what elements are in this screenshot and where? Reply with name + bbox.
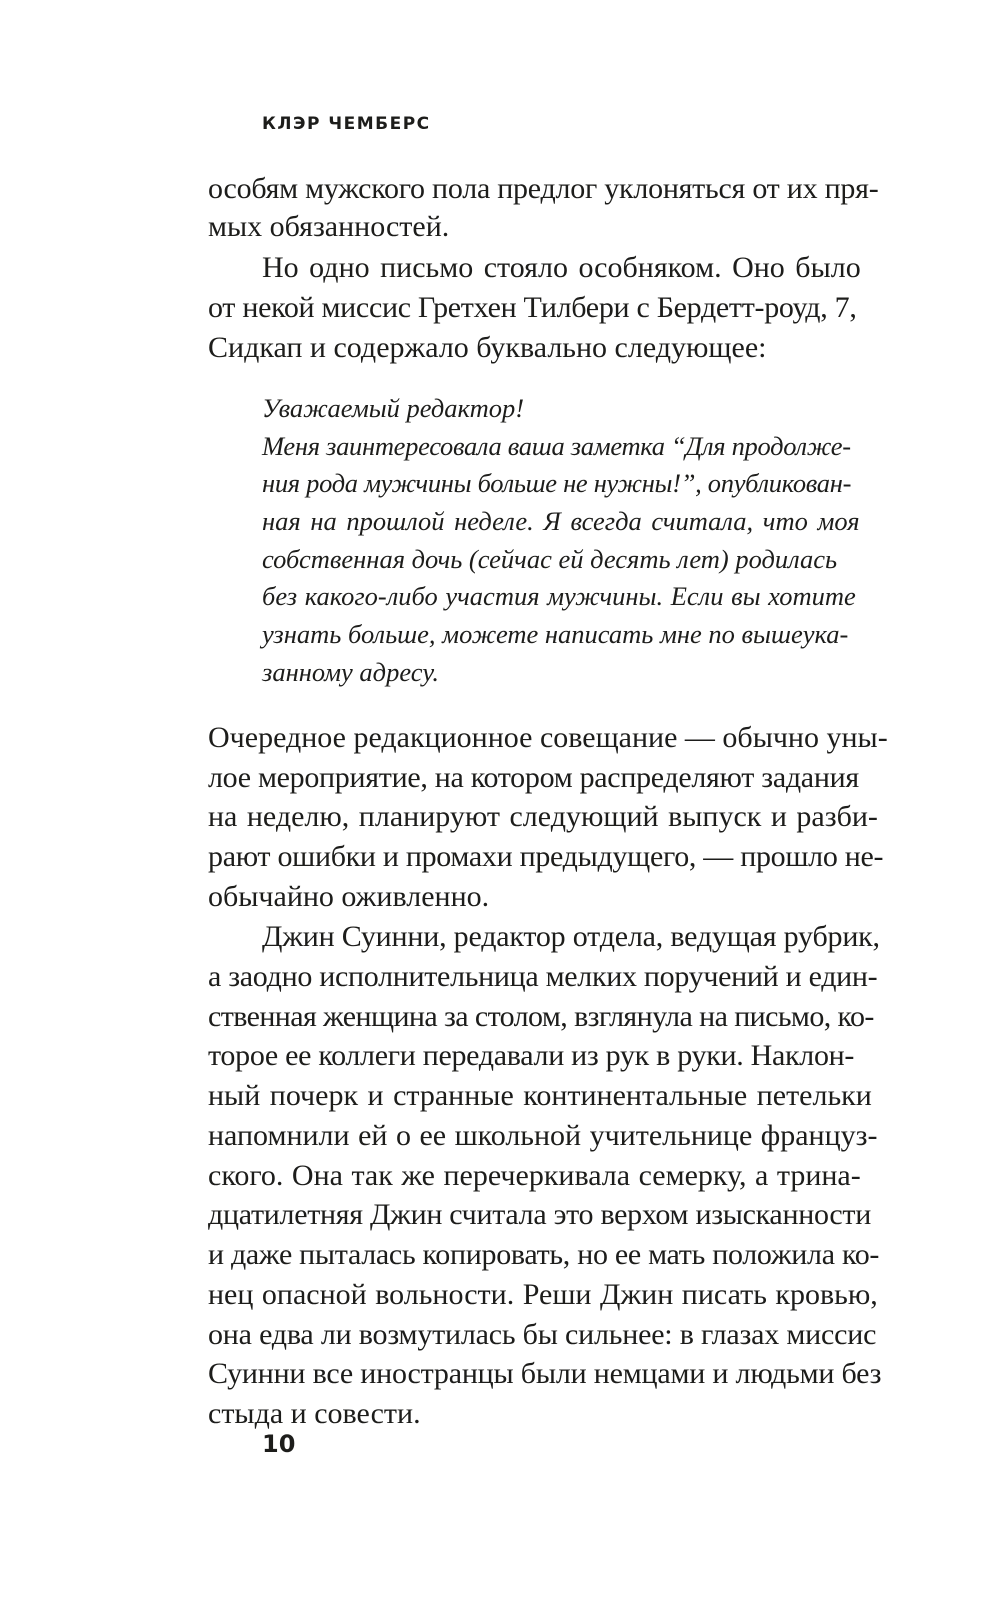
text-line: обычайно оживленно. [208, 880, 490, 913]
text-line: рают ошибки и промахи предыдущего, — прошло не- [208, 840, 884, 873]
text-line: нец опасной вольности. Реши Джин писать кровью, [208, 1278, 878, 1311]
letter-line: без какого-либо участия мужчины. Если вы хотите [262, 581, 856, 611]
text-line: стыда и совести. [208, 1397, 421, 1430]
text-line: Джин Суинни, редактор отдела, ведущая рубрик, [262, 920, 880, 953]
text-line: Сидкап и содержало буквально следующее: [208, 331, 767, 364]
letter-line: ная на прошлой неделе. Я всегда считала, что моя [262, 506, 860, 536]
letter-line: занному адресу. [262, 657, 440, 687]
letter-line: Меня заинтересовала ваша заметка “Для продолже- [262, 431, 851, 461]
letter-line: Уважаемый редактор! [262, 393, 525, 423]
text-line: напомнили ей о ее школьной учительнице француз- [208, 1119, 878, 1152]
text-line: мых обязанностей. [208, 210, 450, 243]
text-line: дцатилетняя Джин считала это верхом изысканности [208, 1198, 871, 1231]
running-head-author: КЛЭР ЧЕМБЕРС [262, 114, 431, 134]
text-line: на неделю, планируют следующий выпуск и разби- [208, 800, 878, 833]
text-line: от некой миссис Гретхен Тилбери с Бердетт-роуд, 7, [208, 291, 857, 324]
text-line: ственная женщина за столом, взглянула на письмо, ко- [208, 1000, 874, 1033]
text-line: а заодно исполнительница мелких поручений и един- [208, 960, 878, 993]
page-number: 10 [262, 1430, 296, 1458]
text-line: лое мероприятие, на котором распределяют задания [208, 761, 859, 794]
letter-line: узнать больше, можете написать мне по вышеука- [262, 619, 849, 649]
text-line: и даже пыталась копировать, но ее мать положила ко- [208, 1238, 880, 1271]
text-line: ского. Она так же перечеркивала семерку, а трина- [208, 1159, 861, 1192]
text-line: торое ее коллеги передавали из рук в руки. Наклон- [208, 1039, 855, 1072]
letter-line: ния рода мужчины больше не нужны!”, опубликован- [262, 468, 852, 498]
letter-line: собственная дочь (сейчас ей десять лет) родилась [262, 544, 838, 574]
text-line: особям мужского пола предлог уклоняться от их пря- [208, 172, 879, 205]
text-line: Очередное редакционное совещание — обычно уны- [208, 721, 888, 754]
text-line: она едва ли возмутилась бы сильнее: в глазах миссис [208, 1318, 877, 1351]
text-line: ный почерк и странные континентальные петельки [208, 1079, 872, 1112]
text-line: Но одно письмо стояло особняком. Оно было [262, 251, 861, 284]
text-line: Суинни все иностранцы были немцами и людьми без [208, 1357, 882, 1390]
